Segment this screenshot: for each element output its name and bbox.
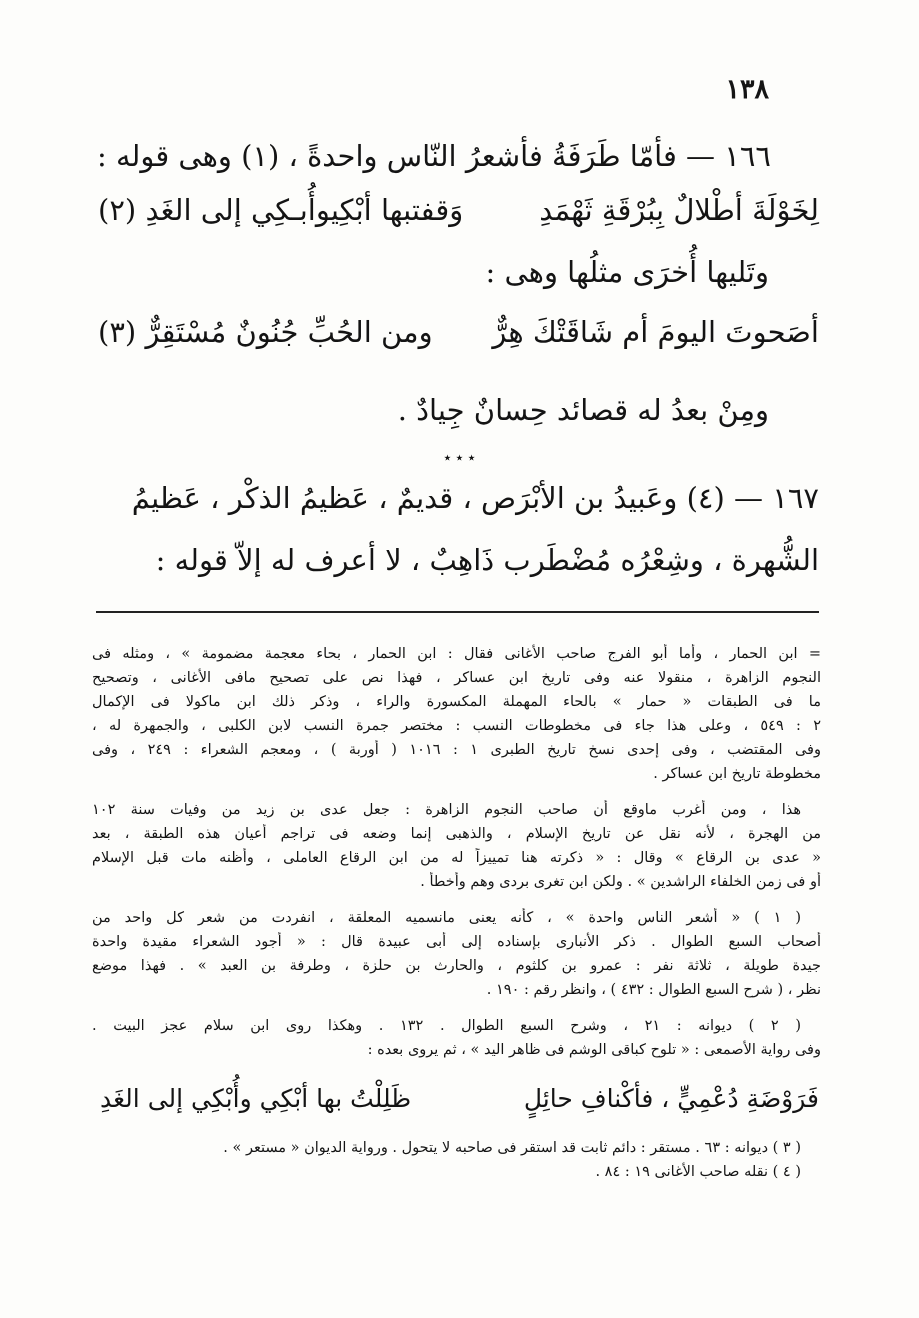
footnote-line: أصحاب السبع الطوال . ذكر الأنبارى بإسناده إلى أبى عبيدة قال : « أجود الشعراء مقيدة واحدة — [92, 934, 821, 950]
text-line: وتَليها أُخرَى مثلُها وهى : — [485, 255, 769, 289]
page-number: ١٣٨ — [725, 74, 769, 105]
footnote-line: أو فى زمن الخلفاء الراشدين » . ولكن ابن تغرى بردى وهم وأخطأ . — [420, 874, 821, 890]
footnote-verse-right: فَرَوْضَةِ دُعْمِيٍّ ، فأكْنافِ حائِلٍ — [523, 1084, 819, 1113]
footnote-line: ما فى الطبقات « حمار » بالحاء المهملة المكسورة والراء ، وذكر ذلك ابن ماكولا فى الإكمال — [92, 694, 821, 710]
footnote-line: = ابن الحمار ، وأما أبو الفرج صاحب الأغانى فقال : ابن الحمار ، بحاء معجمة مضمومة » ، ومثله فى — [92, 646, 821, 662]
footnote-separator — [96, 611, 819, 613]
footnote-line: جيدة طويلة ، ثلاثة نفر : عمرو بن كلثوم ، والحارث بن حلزة ، وطرفة بن العبد » . فهذا موضع — [92, 958, 821, 974]
footnote-verse-left: ظَلِلْتُ بها أبْكِي وأُبْكِي إلى الغَدِ — [100, 1084, 412, 1113]
text-line: ١٦٦ — فأمّا طَرَفَةُ فأشعرُ النّاس واحدةً ، (١) وهى قوله : — [96, 139, 771, 173]
text-line: ١٦٧ — (٤) وعَبيدُ بن الأبْرَص ، قديمٌ ، عَظيمُ الذكْر ، عَظيمُ — [131, 481, 819, 515]
text-line: ومِنْ بعدُ له قصائد حِسانٌ جِيادٌ . — [397, 393, 769, 427]
footnote-line: هذا ، ومن أغرب ماوقع أن صاحب النجوم الزاهرة : جعل عدى بن زيد من وفيات سنة ١٠٢ — [92, 802, 801, 818]
footnote-line: نظر ، ( شرح السبع الطوال : ٤٣٢ ) ، وانظر رقم : ١٩٠ . — [486, 982, 821, 998]
footnote-line: النجوم الزاهرة ، منقولا عنه وفى تاريخ ابن عساكر ، فهذا نص على تصحيح مافى الأغانى ، وتصحيح — [92, 670, 821, 686]
section-divider-stars: ٭ ٭ ٭ — [443, 450, 476, 466]
footnote-line: ( ٢ ) ديوانه : ٢١ ، وشرح السبع الطوال . ١٣٢ . وهكذا روى ابن سلام عجز البيت . — [92, 1018, 801, 1034]
footnote-line: ( ٣ ) ديوانه : ٦٣ . مستقر : دائم ثابت قد استقر فى صاحبه لا يتحول . ورواية الديوان « مستعر » . — [223, 1140, 801, 1156]
footnote-line: « عدى بن الرقاع » وقال : « ذكرته هنا تمييزاً له من ابن الرقاع العاملى ، وأظنه مات قبل الإسلام — [92, 850, 821, 866]
footnote-line: وفى رواية الأصمعى : « تلوح كباقى الوشم فى ظاهر اليد » ، ثم يروى بعده : — [367, 1042, 821, 1058]
verse-left-hemistich: وَقفتبها أبْكِيوأُبـكِي إلى الغَدِ (٢) — [98, 193, 464, 227]
footnote-line: ٢ : ٥٤٩ ، وعلى هذا جاء فى مخطوطات النسب : مختصر جمرة النسب لابن الكلبى ، والجمهرة له ، — [92, 718, 821, 734]
text-line: الشُّهرة ، وشِعْرُه مُضْطَرب ذَاهِبٌ ، لا أعرف له إلاّ قوله : — [155, 543, 819, 577]
footnote-line: وفى المقتضب ، وفى إحدى نسخ تاريخ الطبرى ١ : ١٠١٦ ( أوربة ) ، ومعجم الشعراء : ٢٤٩ ، وفى — [92, 742, 821, 758]
footnote-line: مخطوطة تاريخ ابن عساكر . — [653, 766, 821, 782]
footnote-line: من الهجرة ، لأنه نقل عن تاريخ الإسلام ، والذهبى إنما وضعه فى تراجم أعيان هذه الطبقة ، بعد — [92, 826, 821, 842]
verse-right-hemistich: لِخَوْلَةَ أطْلالٌ بِبُرْقَةِ ثَهْمَدِ — [539, 193, 819, 227]
verse-right-hemistich: أصَحوتَ اليومَ أم شَاقَتْكَ هِرٌّ — [492, 315, 819, 349]
footnote-line: ( ١ ) « أشعر الناس واحدة » ، كأنه يعنى مانسميه المعلقة ، انفردت من شعر كل واحد من — [92, 910, 801, 926]
verse-left-hemistich: ومن الحُبِّ جُنُونٌ مُسْتَقِرٌّ (٣) — [98, 315, 433, 349]
footnote-line: ( ٤ ) نقله صاحب الأغانى ١٩ : ٨٤ . — [595, 1164, 801, 1180]
